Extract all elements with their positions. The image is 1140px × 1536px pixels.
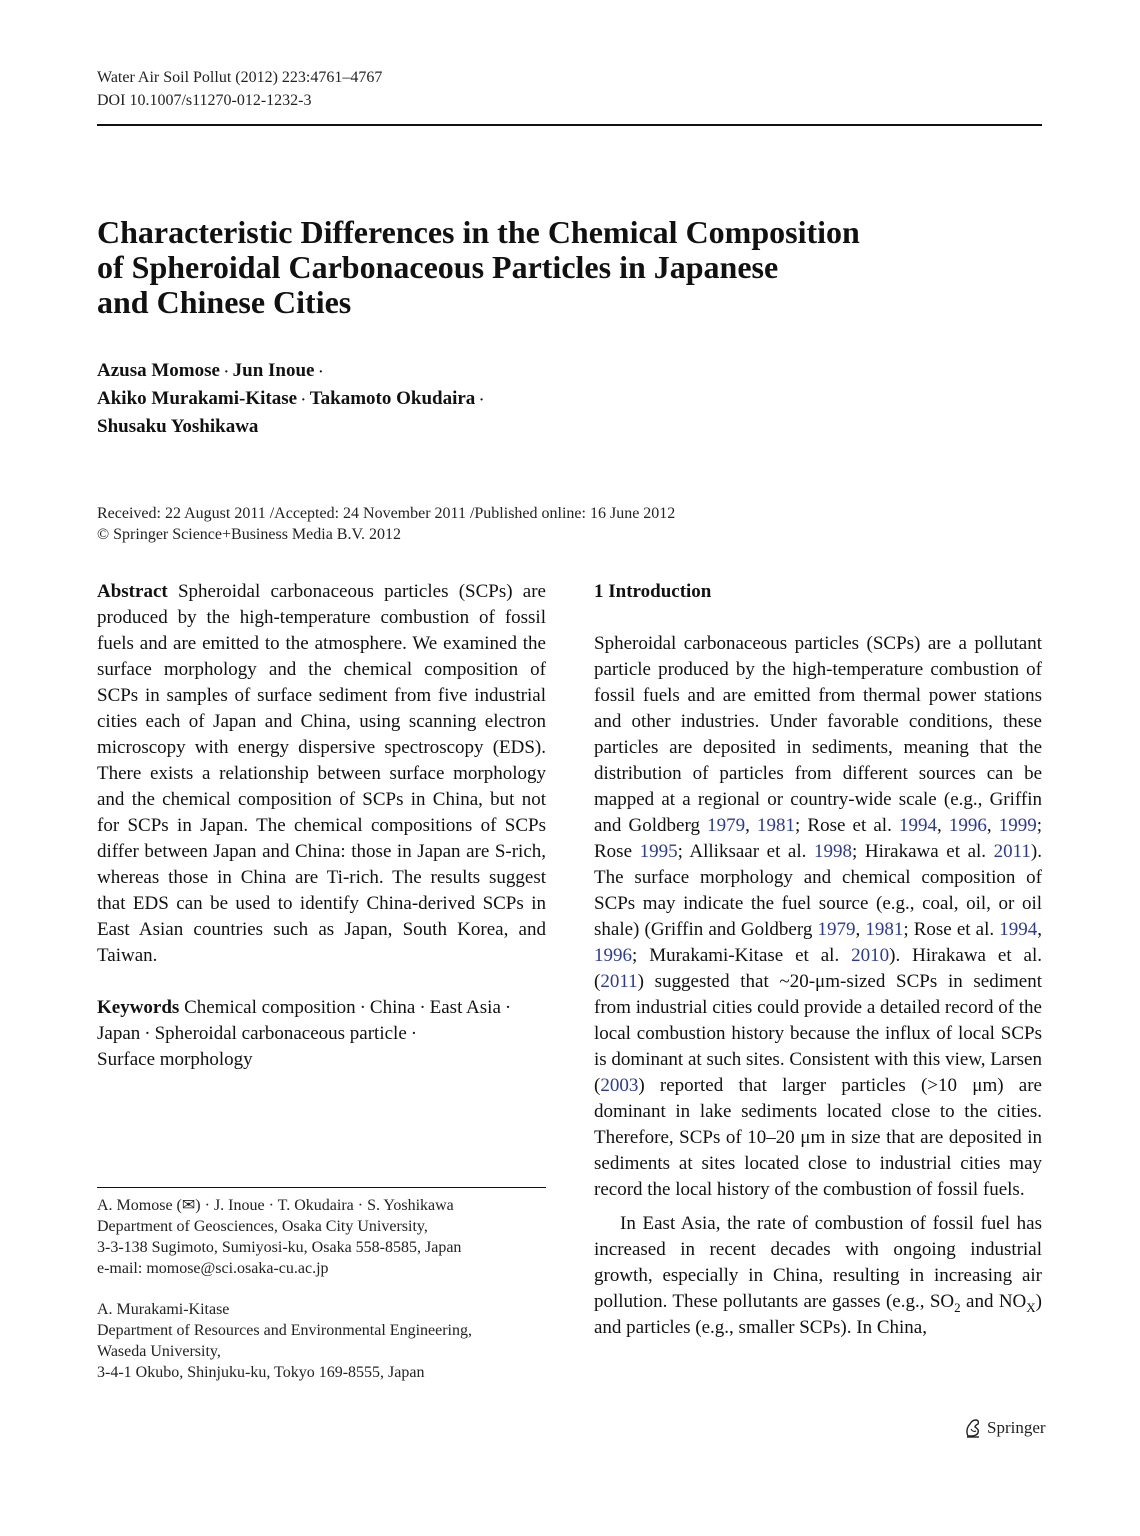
affiliation-authors: A. Murakami-Kitase	[97, 1301, 230, 1318]
springer-logo	[964, 1418, 1046, 1438]
text-run: In East Asia, the rate of combustion of fossil fuel has increased in recent decades with ongoing industrial growth, especially in China, resulting in increasing air pollution. These pollutants are gasses (e.g., SO	[594, 1213, 1042, 1312]
journal-header	[97, 66, 382, 112]
affiliations	[97, 1195, 546, 1383]
citation-link[interactable]: 1979	[707, 815, 746, 836]
text-run: ,	[855, 919, 866, 940]
keywords	[97, 995, 546, 1073]
subscript: X	[1026, 1299, 1036, 1315]
text-run: ; Alliksaar et al.	[677, 841, 814, 862]
author-line	[97, 386, 488, 414]
text-run: ; Hirakawa et al.	[851, 841, 994, 862]
affiliation-authors: A. Momose (✉) · J. Inoue · T. Okudaira · S. Yoshikawa	[97, 1197, 454, 1214]
text-run: ; Murakami-Kitase et al.	[632, 945, 852, 966]
footnote-rule	[97, 1187, 546, 1188]
text-run: ; Rose et al.	[795, 815, 899, 836]
accepted-date: Accepted: 24 November 2011 /	[274, 505, 475, 522]
text-run: ,	[1037, 919, 1043, 940]
text-run: ). The surface morphology and chemical composition of SCPs may indicate the fuel source (e.g., coal, oil, or oil shale) (Griffin and Goldberg	[594, 841, 1042, 940]
abstract-text: Spheroidal carbonaceous particles (SCPs) are produced by the high-temperature combustion of fossil fuels and are emitted to the atmosphere. We examined the surface morphology and the chemical composition of SCPs in samples of surface sediment from five industrial cities each of Japan and China, using scanning electron microscopy with energy dispersive spectroscopy (EDS). There exists a relationship between surface morphology and the chemical composition of SCPs in China, but not for SCPs in Japan. The chemical compositions of SCPs differ between Japan and China: those in Japan are S-rich, whereas those in China are Ti-rich. The results suggest that EDS can be used to identify China-derived SCPs in East Asian countries such as Japan, South Korea, and Taiwan.	[97, 581, 546, 966]
author-line	[97, 358, 488, 386]
publication-dates	[97, 503, 675, 545]
text-run: ). Hirakawa et al. (	[594, 945, 1042, 992]
keyword: Spheroidal carbonaceous particle	[154, 1023, 407, 1044]
received-date: Received: 22 August 2011 /	[97, 505, 275, 522]
citation-link[interactable]: 2011	[993, 841, 1031, 862]
affiliation-address: 3-3-138 Sugimoto, Sumiyosi-ku, Osaka 558-8585, Japan	[97, 1239, 462, 1256]
left-column	[97, 579, 546, 1073]
author-name: Shusaku Yoshikawa	[97, 416, 259, 437]
author-name: Takamoto Okudaira	[309, 388, 476, 409]
text-run: and NO	[960, 1291, 1027, 1312]
title-line: Characteristic Differences in the Chemical Composition	[97, 214, 860, 250]
author-separator: ·	[223, 365, 229, 380]
title-line: and Chinese Cities	[97, 284, 352, 320]
author-list	[97, 358, 488, 440]
springer-horse-icon	[964, 1418, 982, 1438]
citation-link[interactable]: 1994	[999, 919, 1038, 940]
citation-link[interactable]: 1999	[998, 815, 1037, 836]
author-name: Akiko Murakami-Kitase	[97, 388, 298, 409]
keyword: East Asia	[429, 997, 501, 1018]
publisher-name: Springer	[987, 1418, 1046, 1437]
citation-link[interactable]: 2010	[851, 945, 890, 966]
doi: DOI 10.1007/s11270-012-1232-3	[97, 92, 312, 109]
citation-link[interactable]: 1998	[813, 841, 852, 862]
keyword-separator: ·	[410, 1023, 418, 1044]
text-run: Spheroidal carbonaceous particles (SCPs) are a pollutant particle produced by the high-temperature combustion of fossil fuels and are emitted from thermal power stations and other industries. Under favorable conditions, these particles are deposited in sediments, meaning that the distribution of particles from different sources can be mapped at a regional or country-wide scale (e.g., Griffin and Goldberg	[594, 633, 1042, 836]
citation-link[interactable]: 1996	[948, 815, 987, 836]
dates-line	[97, 503, 675, 524]
author-separator: ·	[301, 393, 306, 408]
keywords-label: Keywords	[97, 997, 180, 1018]
subscript: 2	[954, 1299, 961, 1315]
affiliation-dept: Department of Resources and Environmental Engineering,	[97, 1322, 472, 1339]
keyword: Chemical composition	[184, 997, 356, 1018]
affiliation-block	[97, 1299, 546, 1383]
keyword: Surface morphology	[97, 1049, 253, 1070]
citation-link[interactable]: 1979	[817, 919, 856, 940]
abstract	[97, 579, 546, 969]
keyword: Japan	[97, 1023, 141, 1044]
author-line	[97, 414, 488, 440]
text-run: ,	[936, 815, 949, 836]
citation-link[interactable]: 1981	[757, 815, 795, 836]
header-rule	[97, 124, 1042, 126]
author-separator: ·	[479, 393, 484, 408]
keyword-separator: ·	[504, 997, 512, 1018]
text-run: ) and particles (e.g., smaller SCPs). In China,	[594, 1291, 1042, 1338]
affiliation-university: Waseda University,	[97, 1343, 221, 1360]
text-run: ; Rose	[594, 815, 1043, 862]
text-run: ,	[745, 815, 757, 836]
citation-link[interactable]: 1981	[865, 919, 904, 940]
keyword-separator: ·	[419, 997, 426, 1018]
keyword-separator: ·	[359, 997, 366, 1018]
abstract-label: Abstract	[97, 581, 168, 602]
citation-link[interactable]: 2011	[600, 971, 638, 992]
affiliation-dept: Department of Geosciences, Osaka City University,	[97, 1218, 428, 1235]
text-run: ; Rose et al.	[903, 919, 1000, 940]
author-name: Azusa Momose	[97, 360, 220, 381]
affiliation-block	[97, 1195, 546, 1279]
copyright: © Springer Science+Business Media B.V. 2012	[97, 526, 401, 543]
section-heading: 1 Introduction	[594, 581, 712, 602]
journal-citation: Water Air Soil Pollut (2012) 223:4761–4767	[97, 69, 383, 86]
citation-link[interactable]: 1996	[594, 945, 632, 966]
citation-link[interactable]: 1994	[898, 815, 937, 836]
text-run: ) suggested that ~20-μm-sized SCPs in sediment from industrial cities could provide a detailed record of the local combustion history because the influx of local SCPs is dominant at such sites. Consistent with this view, Larsen (	[594, 971, 1042, 1096]
intro-paragraph	[594, 1211, 1042, 1341]
affiliation-email[interactable]: e-mail: momose@sci.osaka-cu.ac.jp	[97, 1260, 329, 1277]
title-line: of Spheroidal Carbonaceous Particles in Japanese	[97, 249, 779, 285]
citation-link[interactable]: 1995	[639, 841, 678, 862]
keyword: China	[369, 997, 416, 1018]
text-run: ) reported that larger particles (>10 μm) are dominant in lake sediments located close to the cities. Therefore, SCPs of 10–20 μm in size that are deposited in sediments at sites located close to industrial cities may record the local history of the combustion of fossil fuels.	[594, 1075, 1042, 1200]
author-separator: ·	[318, 365, 324, 380]
article-title	[97, 215, 917, 320]
citation-link[interactable]: 2003	[600, 1075, 639, 1096]
published-date: Published online: 16 June 2012	[474, 505, 676, 522]
author-name: Jun Inoue	[232, 360, 315, 381]
affiliation-address: 3-4-1 Okubo, Shinjuku-ku, Tokyo 169-8555, Japan	[97, 1364, 425, 1381]
keyword-separator: ·	[144, 1023, 151, 1044]
intro-paragraph	[594, 631, 1042, 1203]
right-column	[594, 579, 1042, 1341]
text-run: ,	[986, 815, 999, 836]
